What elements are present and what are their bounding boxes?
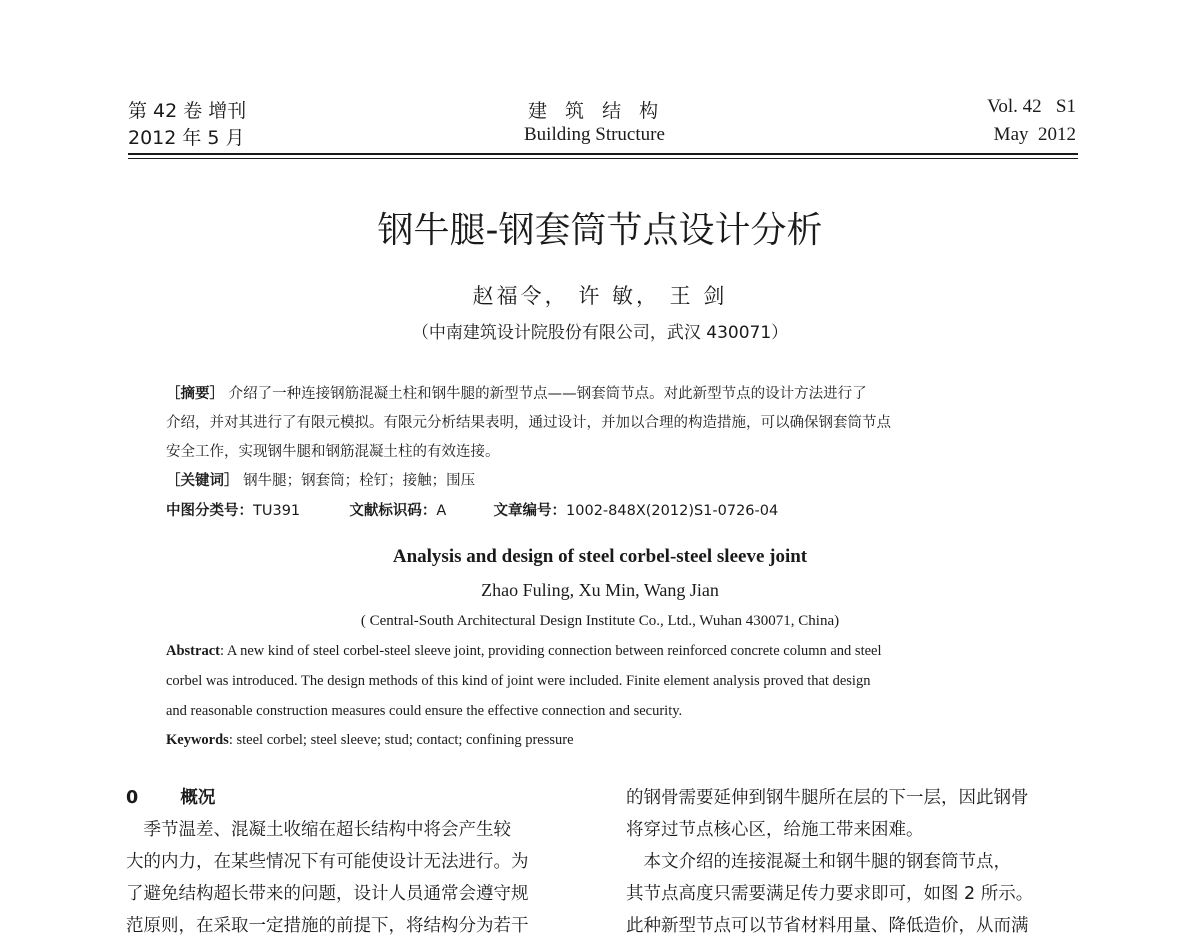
journal-date-en: May 2012 — [993, 124, 1076, 145]
left-col-line-4: 范原则，在采取一定措施的前提下，将结构分为若干 — [126, 916, 529, 936]
abstract-en-text-1: : A new kind of steel corbel-steel sleeve joint, providing connection between reinforced concrete column and steel — [219, 643, 882, 659]
journal-name-cn: 建 筑 结 构 — [528, 100, 665, 122]
left-col-line-2: 大的内力，在某些情况下有可能使设计无法进行。为 — [126, 852, 529, 872]
paper-title-en: Analysis and design of steel corbel-steel sleeve joint — [392, 546, 808, 567]
keywords-en-label: Keywords — [166, 732, 229, 748]
keywords-cn — [166, 469, 475, 490]
clc-label: 中图分类号： — [166, 503, 253, 519]
abstract-en-label: Abstract — [166, 643, 220, 659]
article-no-label: 文章编号： — [493, 503, 567, 519]
paper-title-cn: 钢牛腿-钢套筒节点设计分析 — [377, 210, 823, 251]
section-0-heading — [126, 784, 215, 809]
abstract-cn-label: ［摘要］ — [166, 386, 224, 402]
clc-value: TU391 — [253, 503, 301, 519]
authors-cn: 赵福令， 许 敏， 王 剑 — [472, 284, 728, 308]
left-col-line-3: 了避免结构超长带来的问题，设计人员通常会遵守规 — [126, 884, 529, 904]
right-col-line-3: 本文介绍的连接混凝土和钢牛腿的钢套筒节点， — [626, 852, 1011, 872]
journal-volume-cn: 第 42 卷 增刊 — [128, 100, 247, 122]
abstract-cn-text-1: 介绍了一种连接钢筋混凝土柱和钢牛腿的新型节点——钢套筒节点。对此新型节点的设计方法进行了 — [228, 386, 867, 402]
abstract-cn-line-1 — [166, 382, 867, 403]
keywords-cn-text: 钢牛腿；钢套筒；栓钉；接触；围压 — [243, 473, 476, 489]
journal-name-en: Building Structure — [524, 124, 665, 145]
right-col-line-5: 此种新型节点可以节省材料用量、降低造价，从而满 — [626, 916, 1029, 936]
journal-volume-en: Vol. 42 S1 — [987, 96, 1076, 117]
article-no-value: 1002-848X(2012)S1-0726-04 — [566, 503, 779, 519]
affiliation-cn: （中南建筑设计院股份有限公司，武汉 430071） — [411, 323, 789, 343]
keywords-en-text: : steel corbel; steel sleeve; stud; contact; confining pressure — [228, 732, 574, 748]
header-rule-thin — [128, 158, 1078, 159]
doc-code-label: 文献标识码： — [349, 503, 437, 519]
keywords-cn-label: ［关键词］ — [166, 473, 239, 489]
abstract-cn-line-2: 介绍，并对其进行了有限元模拟。有限元分析结果表明，通过设计，并加以合理的构造措施，可以确保钢套筒节点 — [166, 415, 891, 431]
left-col-line-1: 季节温差、混凝土收缩在超长结构中将会产生较 — [126, 820, 511, 840]
section-0-title: 概况 — [180, 788, 216, 808]
keywords-en — [166, 732, 574, 749]
abstract-en-line-2: corbel was introduced. The design methods of this kind of joint were included. Finite element analysis proved that design — [166, 673, 871, 689]
right-col-line-1: 的钢骨需要延伸到钢牛腿所在层的下一层，因此钢骨 — [626, 788, 1029, 808]
classification-line — [166, 499, 778, 520]
affiliation-en: ( Central-South Architectural Design Institute Co., Ltd., Wuhan 430071, China) — [360, 613, 840, 629]
section-0-number: 0 — [126, 788, 139, 808]
abstract-en-line-1 — [166, 643, 882, 660]
right-col-line-4: 其节点高度只需要满足传力要求即可，如图 2 所示。 — [626, 884, 1034, 904]
abstract-cn-line-3: 安全工作，实现钢牛腿和钢筋混凝土柱的有效连接。 — [166, 444, 500, 460]
header-rule-thick — [128, 153, 1078, 155]
right-col-line-2: 将穿过节点核心区，给施工带来困难。 — [626, 820, 924, 840]
authors-en: Zhao Fuling, Xu Min, Wang Jian — [481, 580, 719, 600]
doc-code-value: A — [436, 503, 447, 519]
journal-date-cn: 2012 年 5 月 — [128, 127, 245, 149]
abstract-en-line-3: and reasonable construction measures could ensure the effective connection and security. — [166, 703, 683, 719]
